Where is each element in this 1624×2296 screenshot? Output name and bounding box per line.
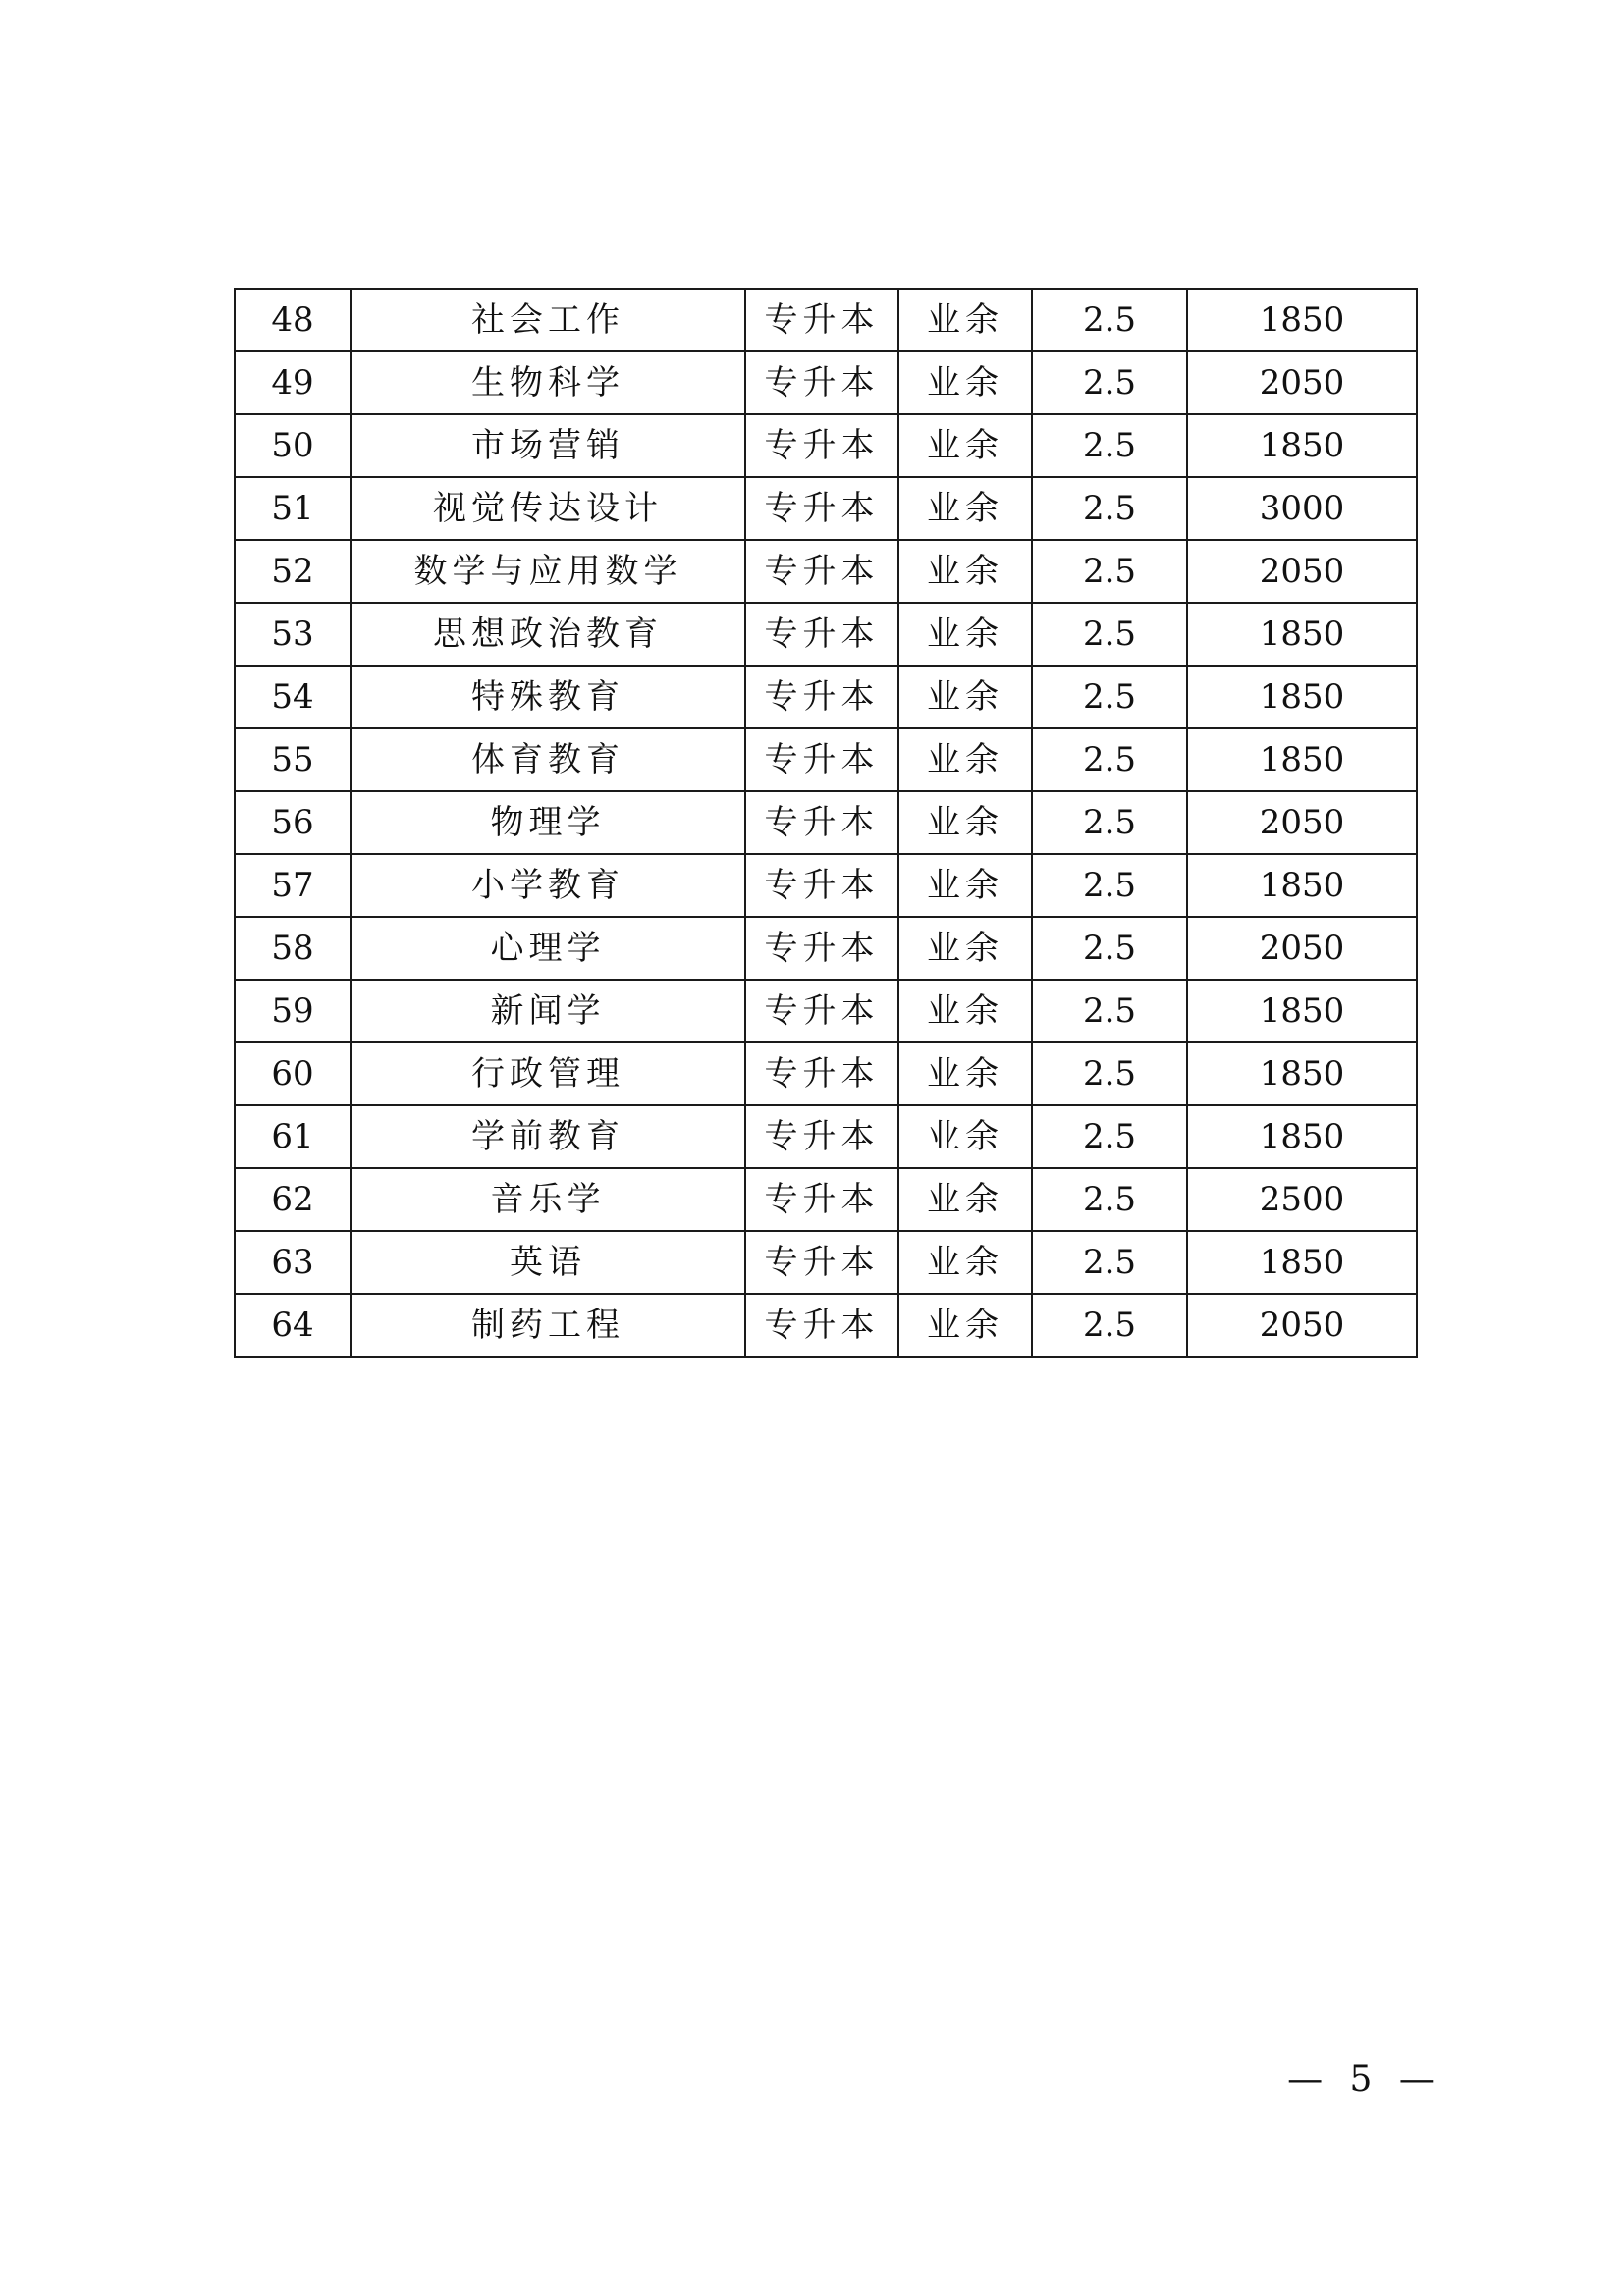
cell-number: 51 (235, 477, 351, 540)
cell-study-form: 业余 (898, 917, 1032, 980)
cell-level: 专升本 (745, 477, 898, 540)
table-row (235, 1294, 1417, 1357)
cell-study-form: 业余 (898, 540, 1032, 603)
cell-number: 64 (235, 1294, 351, 1357)
table-row (235, 1105, 1417, 1168)
cell-study-form: 业余 (898, 854, 1032, 917)
cell-major: 学前教育 (351, 1105, 745, 1168)
cell-years: 2.5 (1032, 603, 1187, 666)
cell-fee: 2050 (1187, 351, 1417, 414)
cell-study-form: 业余 (898, 1168, 1032, 1231)
cell-study-form: 业余 (898, 603, 1032, 666)
cell-fee: 1850 (1187, 1105, 1417, 1168)
cell-level: 专升本 (745, 603, 898, 666)
cell-major: 物理学 (351, 791, 745, 854)
cell-major: 社会工作 (351, 289, 745, 351)
cell-level: 专升本 (745, 1294, 898, 1357)
cell-major: 音乐学 (351, 1168, 745, 1231)
cell-number: 50 (235, 414, 351, 477)
cell-number: 61 (235, 1105, 351, 1168)
cell-fee: 1850 (1187, 603, 1417, 666)
cell-years: 2.5 (1032, 1231, 1187, 1294)
cell-level: 专升本 (745, 854, 898, 917)
cell-major: 特殊教育 (351, 666, 745, 728)
cell-study-form: 业余 (898, 791, 1032, 854)
cell-fee: 1850 (1187, 1231, 1417, 1294)
cell-level: 专升本 (745, 666, 898, 728)
cell-major: 思想政治教育 (351, 603, 745, 666)
cell-number: 55 (235, 728, 351, 791)
cell-number: 60 (235, 1042, 351, 1105)
table-row (235, 477, 1417, 540)
cell-number: 59 (235, 980, 351, 1042)
cell-study-form: 业余 (898, 666, 1032, 728)
table-row (235, 917, 1417, 980)
cell-major: 新闻学 (351, 980, 745, 1042)
cell-number: 54 (235, 666, 351, 728)
cell-major: 小学教育 (351, 854, 745, 917)
cell-number: 58 (235, 917, 351, 980)
cell-level: 专升本 (745, 791, 898, 854)
table-row (235, 980, 1417, 1042)
cell-number: 62 (235, 1168, 351, 1231)
cell-number: 48 (235, 289, 351, 351)
cell-fee: 1850 (1187, 666, 1417, 728)
cell-level: 专升本 (745, 351, 898, 414)
cell-fee: 1850 (1187, 414, 1417, 477)
table-row (235, 540, 1417, 603)
cell-study-form: 业余 (898, 477, 1032, 540)
table-row (235, 1168, 1417, 1231)
cell-years: 2.5 (1032, 1105, 1187, 1168)
table-row (235, 666, 1417, 728)
table-row (235, 603, 1417, 666)
cell-major: 数学与应用数学 (351, 540, 745, 603)
cell-fee: 2050 (1187, 540, 1417, 603)
cell-major: 视觉传达设计 (351, 477, 745, 540)
cell-fee: 2050 (1187, 1294, 1417, 1357)
table-row (235, 414, 1417, 477)
table-row (235, 351, 1417, 414)
cell-study-form: 业余 (898, 1294, 1032, 1357)
cell-level: 专升本 (745, 917, 898, 980)
cell-study-form: 业余 (898, 1042, 1032, 1105)
cell-major: 生物科学 (351, 351, 745, 414)
cell-study-form: 业余 (898, 728, 1032, 791)
cell-number: 53 (235, 603, 351, 666)
cell-level: 专升本 (745, 540, 898, 603)
cell-years: 2.5 (1032, 917, 1187, 980)
cell-years: 2.5 (1032, 540, 1187, 603)
cell-number: 49 (235, 351, 351, 414)
cell-years: 2.5 (1032, 1294, 1187, 1357)
cell-years: 2.5 (1032, 477, 1187, 540)
cell-fee: 2500 (1187, 1168, 1417, 1231)
cell-years: 2.5 (1032, 980, 1187, 1042)
cell-level: 专升本 (745, 1042, 898, 1105)
cell-major: 英语 (351, 1231, 745, 1294)
cell-level: 专升本 (745, 1168, 898, 1231)
cell-level: 专升本 (745, 1105, 898, 1168)
cell-study-form: 业余 (898, 1105, 1032, 1168)
cell-years: 2.5 (1032, 1168, 1187, 1231)
cell-number: 63 (235, 1231, 351, 1294)
cell-study-form: 业余 (898, 414, 1032, 477)
cell-number: 56 (235, 791, 351, 854)
table-row (235, 728, 1417, 791)
cell-level: 专升本 (745, 289, 898, 351)
cell-years: 2.5 (1032, 414, 1187, 477)
cell-major: 制药工程 (351, 1294, 745, 1357)
cell-fee: 1850 (1187, 1042, 1417, 1105)
majors-fee-table (234, 288, 1418, 1358)
cell-number: 57 (235, 854, 351, 917)
cell-level: 专升本 (745, 414, 898, 477)
cell-fee: 1850 (1187, 980, 1417, 1042)
cell-years: 2.5 (1032, 289, 1187, 351)
cell-level: 专升本 (745, 728, 898, 791)
cell-study-form: 业余 (898, 351, 1032, 414)
cell-fee: 2050 (1187, 917, 1417, 980)
cell-years: 2.5 (1032, 351, 1187, 414)
table-body (235, 289, 1417, 1357)
cell-study-form: 业余 (898, 980, 1032, 1042)
table-row (235, 1231, 1417, 1294)
cell-years: 2.5 (1032, 854, 1187, 917)
cell-level: 专升本 (745, 1231, 898, 1294)
cell-fee: 1850 (1187, 289, 1417, 351)
cell-number: 52 (235, 540, 351, 603)
cell-fee: 1850 (1187, 728, 1417, 791)
table-row (235, 289, 1417, 351)
cell-major: 体育教育 (351, 728, 745, 791)
cell-fee: 2050 (1187, 791, 1417, 854)
cell-major: 心理学 (351, 917, 745, 980)
table-row (235, 791, 1417, 854)
cell-years: 2.5 (1032, 666, 1187, 728)
cell-years: 2.5 (1032, 1042, 1187, 1105)
cell-major: 行政管理 (351, 1042, 745, 1105)
cell-years: 2.5 (1032, 791, 1187, 854)
table-row (235, 1042, 1417, 1105)
cell-fee: 3000 (1187, 477, 1417, 540)
table-row (235, 854, 1417, 917)
cell-major: 市场营销 (351, 414, 745, 477)
page-number: — 5 — (1287, 2059, 1442, 2100)
cell-study-form: 业余 (898, 1231, 1032, 1294)
cell-years: 2.5 (1032, 728, 1187, 791)
cell-study-form: 业余 (898, 289, 1032, 351)
cell-level: 专升本 (745, 980, 898, 1042)
cell-fee: 1850 (1187, 854, 1417, 917)
